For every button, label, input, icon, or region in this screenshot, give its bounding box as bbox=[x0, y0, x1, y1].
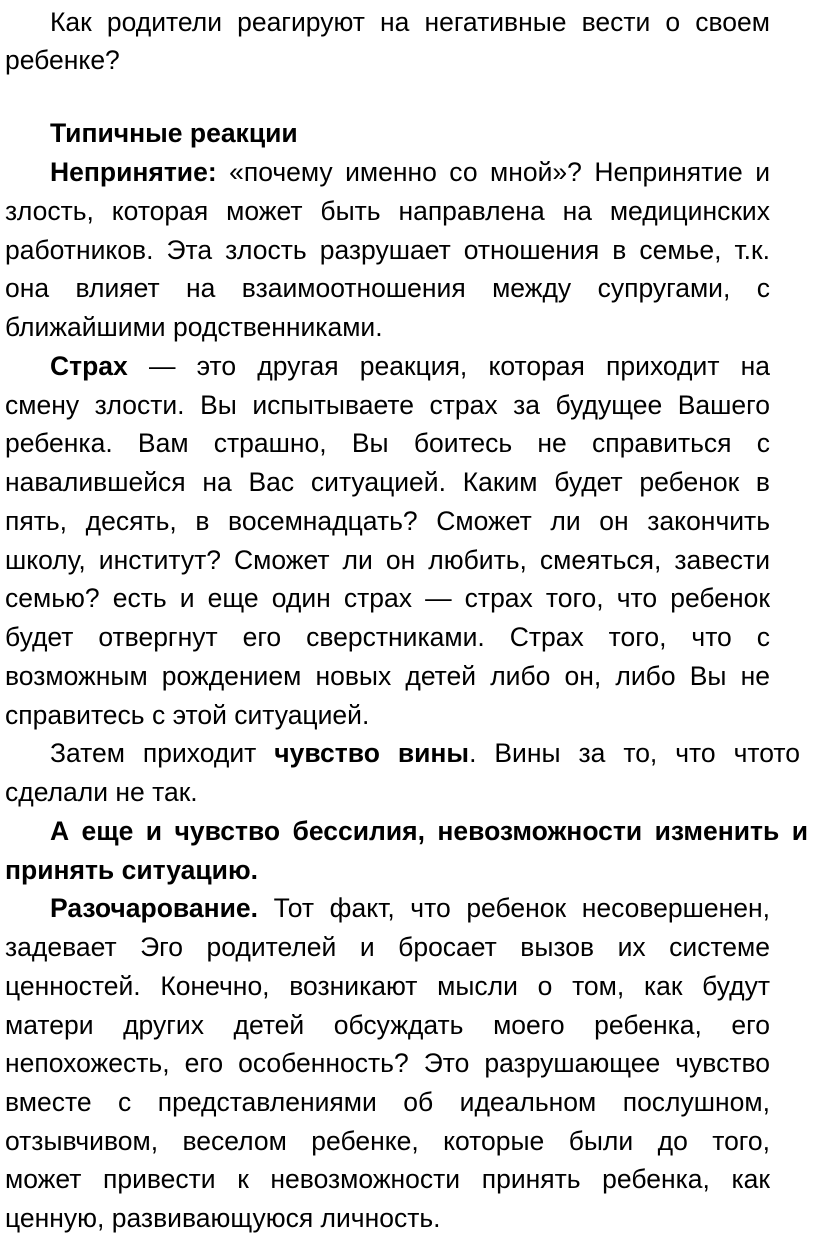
term-razocharovanie: Разочарование. bbox=[50, 893, 259, 923]
paragraph-razocharovanie-line-2: задевает Эго родителей и бросает вызов их системе bbox=[5, 932, 770, 962]
paragraph-bessilie-line-1 bbox=[50, 812, 808, 850]
section-heading bbox=[50, 114, 770, 152]
paragraph-vina-line-2: сделали не так. bbox=[5, 777, 198, 807]
paragraph-neprinyatie-line-4: она влияет на взаимоотношения между супругами, с bbox=[5, 273, 770, 303]
paragraph-razocharovanie-line-7: отзывчивом, веселом ребенке, которые были до того, bbox=[5, 1126, 770, 1156]
paragraph-strah-line-5: пять, десять, в восемнадцать? Сможет ли он закончить bbox=[5, 506, 770, 536]
term-strah: Страх bbox=[50, 351, 128, 381]
paragraph-razocharovanie-line-9: ценную, развивающуюся личность. bbox=[5, 1203, 441, 1233]
paragraph-text: — это другая реакция, которая приходит на bbox=[127, 351, 770, 381]
paragraph-bessilie-line-2 bbox=[5, 851, 770, 889]
paragraph-neprinyatie-line-1 bbox=[50, 153, 770, 191]
intro-question-line-1: Как родители реагируют на негативные вести о своем bbox=[50, 7, 770, 37]
paragraph-text: «почему именно со мной»? Непринятие и bbox=[216, 157, 770, 187]
term-neprinyatie: Непринятие: bbox=[50, 157, 217, 187]
paragraph-strah-line-2: смену злости. Вы испытываете страх за будущее Вашего bbox=[5, 390, 770, 420]
paragraph-razocharovanie-line-8: может привести к невозможности принять ребенка, как bbox=[5, 1164, 770, 1194]
paragraph-text: Тот факт, что ребенок несовершенен, bbox=[258, 893, 770, 923]
paragraph-razocharovanie-line-3: ценностей. Конечно, возникают мысли о том, как будут bbox=[5, 971, 770, 1001]
paragraph-strah-line-7: семью? есть и еще один страх — страх того, что ребенок bbox=[5, 583, 770, 613]
term-vina: чувство вины bbox=[274, 738, 470, 768]
bold-text: А еще и чувство бессилия, невозможности изменить и bbox=[50, 816, 808, 846]
paragraph-strah-line-6: школу, институт? Сможет ли он любить, смеяться, завести bbox=[5, 545, 770, 575]
paragraph-razocharovanie-line-4: матери других детей обсуждать моего ребенка, его bbox=[5, 1010, 770, 1040]
paragraph-strah-line-9: возможным рождением новых детей либо он, либо Вы не bbox=[5, 661, 770, 691]
paragraph-neprinyatie-line-2: злость, которая может быть направлена на медицинских bbox=[5, 196, 770, 226]
paragraph-razocharovanie-line-5: непохожесть, его особенность? Это разрушающее чувство bbox=[5, 1048, 770, 1078]
paragraph-vina-line-1 bbox=[50, 734, 800, 772]
paragraph-text: Затем приходит bbox=[50, 738, 275, 768]
paragraph-razocharovanie-line-6: вместе с представлениями об идеальном послушном, bbox=[5, 1087, 770, 1117]
bold-text: принять ситуацию. bbox=[5, 855, 258, 885]
intro-question-line-2: ребенке? bbox=[5, 45, 120, 75]
paragraph-razocharovanie-line-1 bbox=[50, 889, 770, 927]
section-heading-text: Типичные реакции bbox=[50, 118, 298, 148]
paragraph-strah-line-3: ребенка. Вам страшно, Вы боитесь не справиться с bbox=[5, 428, 770, 458]
paragraph-text: . Вины за то, что чтото bbox=[469, 738, 800, 768]
paragraph-neprinyatie-line-3: работников. Эта злость разрушает отношения в семье, т.к. bbox=[5, 235, 770, 265]
paragraph-neprinyatie-line-5: ближайшими родственниками. bbox=[5, 312, 383, 342]
paragraph-strah-line-4: навалившейся на Вас ситуацией. Каким будет ребенок в bbox=[5, 467, 770, 497]
paragraph-strah-line-8: будет отвергнут его сверстниками. Страх того, что с bbox=[5, 622, 770, 652]
paragraph-strah-line-10: справитесь с этой ситуацией. bbox=[5, 700, 370, 730]
paragraph-strah-line-1 bbox=[50, 347, 770, 385]
